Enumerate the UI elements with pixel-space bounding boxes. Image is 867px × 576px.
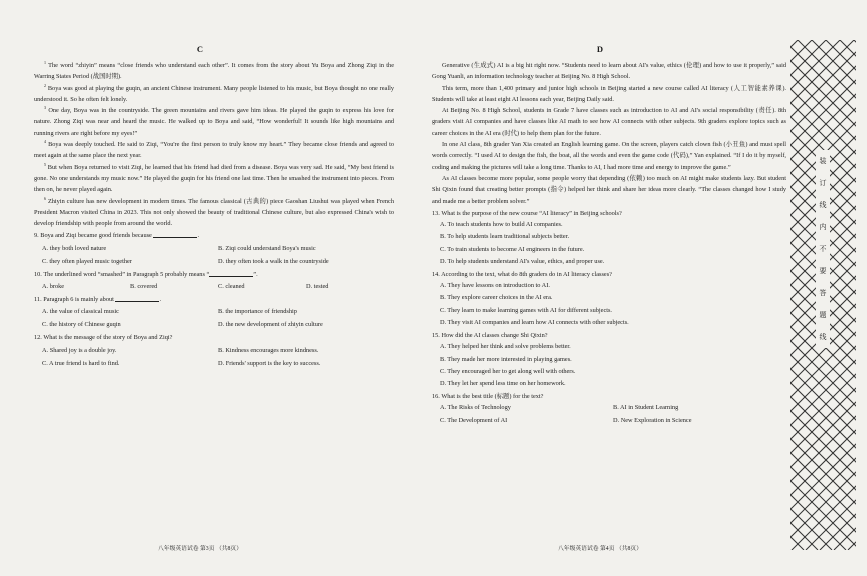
passage-d — [432, 60, 786, 427]
section-heading-d: D — [596, 44, 604, 54]
option: B. They explore career choices in the AI era. — [440, 294, 553, 302]
option: A. The Risks of Technology — [440, 404, 511, 412]
page-footer: 八年级英语试卷 第3页 （共8页） — [157, 546, 243, 552]
option: D. They visit AI companies and learn how AI connects with other subjects. — [440, 318, 629, 326]
option: B. the importance of friendship — [218, 308, 297, 316]
option: D. Friends' support is the key to success. — [218, 359, 321, 367]
paragraph: At Beijing No. 8 High School, students in Grade 7 have classes such as introduction to AI and AI's social responsibility (责任). 8th graders visit AI companies and have classes like AI math to see how AI connects with other subjects. 9th graders explore topics such as career choices in the AI era (时代) to help them plan for the future. — [432, 107, 786, 137]
question-12: 12. What is the message of the story of Boya and Ziqi? A. Shared joy is a double joy. B. Kindness encourages more kindness. C. A true friend is hard to find. D. Friends' support is the key to success. — [34, 332, 394, 369]
page-4 — [414, 0, 786, 576]
option: C. To train students to become AI engineers in the future. — [440, 245, 585, 253]
option: C. the history of Chinese guqin — [42, 321, 121, 329]
option: A. they both loved nature — [42, 244, 107, 252]
answer-blank — [115, 294, 159, 302]
passage-c — [34, 60, 394, 370]
paragraph: In one AI class, 8th grader Yan Xia created an English learning game. On the screen, players catch clown fish (小丑鱼) and must spell words correctly. “I used AI to design the fish, the boat, all the words and even the game code (代码),” Yan explained. “If I do it by myself, coding and making the pictures will take a long time. Thanks to AI, I had more time and energy to improve the game.” — [432, 141, 786, 171]
option: A. broke — [42, 283, 65, 291]
binding-char: 题 — [816, 304, 830, 326]
answer-blank — [153, 230, 197, 238]
option: C. They encouraged her to get along well with others. — [440, 367, 576, 375]
question-9: 9. Boya and Ziqi became good friends because . A. they both loved nature B. Ziqi could understand Boya's music C. they often played music together D. they often took a walk in the countryside — [34, 230, 394, 267]
question-13: 13. What is the purpose of the new course “AI literacy” in Beijing schools? A. To teach students how to build AI companies. B. To help students learn traditional subjects better. C. To train students to become AI engineers in the future. D. To help students understand AI's value, ethics, and proper use. — [432, 208, 786, 268]
option: B. AI in Student Learning — [613, 404, 679, 412]
option: B. Kindness encourages more kindness. — [218, 346, 319, 354]
option: A. To teach students how to build AI companies. — [440, 221, 563, 229]
binding-char: 内 — [816, 216, 830, 238]
option: A. Shared joy is a double joy. — [42, 346, 117, 354]
section-heading-c: C — [196, 44, 204, 54]
option: D. the new development of zhiyin culture — [218, 321, 323, 329]
question-14: 14. According to the text, what do 8th graders do in AI literacy classes? A. They have lessons on introduction to AI. B. They explore career choices in the AI era. C. They learn to make learning games with AI for different subjects. D. They visit AI companies and learn how AI connects with other subjects. — [432, 269, 786, 329]
binding-instructions — [816, 150, 830, 348]
question-15: 15. How did the AI classes change Shi Qixin? A. They helped her think and solve problems better. B. They made her more interested in playing games. C. They encouraged her to get along well with others. D. They let her spend less time on her homework. — [432, 330, 786, 390]
paragraph-4: $^4$ Boya was deeply touched. He said to Ziqi, “You're the first person to truly know my heart.” They became close friends and agreed to meet again at the same place the next year. — [34, 138, 394, 160]
page-footer: 八年级英语试卷 第4页 （共8页） — [557, 546, 643, 552]
option: B. covered — [130, 283, 158, 291]
paragraph-3: $^3$ One day, Boya was in the countryside. The green mountains and rivers gave him ideas. He played the guqin to express his love for nature. Zhong Ziqi was near and heard the music. He walked up to Boya and said, “How wonderful! It sounds like high mountains and running rivers are right before my eyes!” — [34, 105, 394, 137]
question-10: 10. The underlined word “smashed” in Paragraph 5 probably means “ ”. A. broke B. covered C. cleaned D. tested — [34, 269, 394, 293]
binding-char: 装 — [816, 150, 830, 172]
answer-blank — [209, 269, 253, 277]
option: A. They helped her think and solve problems better. — [440, 343, 571, 351]
binding-char: 线 — [816, 194, 830, 216]
option: C. They learn to make learning games with AI for different subjects. — [440, 306, 613, 314]
binding-char: 答 — [816, 282, 830, 304]
option: B. They made her more interested in playing games. — [440, 355, 572, 363]
paragraph: Generative (生成式) AI is a big hit right now. “Students need to learn about AI's value, ethics (伦理) and how to use it properly,” said Gong Yuanli, an information technology teacher at Beijing No. 8 High School. — [432, 62, 786, 81]
option: D. They let her spend less time on her homework. — [440, 379, 566, 387]
option: D. tested — [306, 283, 329, 291]
option: D. they often took a walk in the countryside — [218, 257, 329, 265]
binding-char: 线 — [816, 326, 830, 348]
option: C. cleaned — [218, 283, 245, 291]
option: D. New Exploration in Science — [613, 416, 692, 424]
option: A. the value of classical music — [42, 308, 119, 316]
paragraph-1: $^1$ The word “zhiyin” means “close friends who understand each other”. It comes from the story about Yu Boya and Zhong Ziqi in the Warring States Period (战国时期). — [34, 59, 394, 81]
paragraph-6: $^6$ Zhiyin culture has new development in modern times. The famous classical (古典的) piece Gaoshan Liushui was played when French President Macron visited China in 2023. This not only showed the beauty of traditional Chinese culture, but also expressed China's wish to develop friendship with people from around the world. — [34, 195, 394, 228]
question-16: 16. What is the best title (标题) for the text? A. The Risks of Technology B. AI in Student Learning C. The Development of AI D. New Exploration in Science — [432, 391, 786, 427]
binding-char: 要 — [816, 260, 830, 282]
option: C. The Development of AI — [440, 416, 508, 424]
binding-char: 订 — [816, 172, 830, 194]
paragraph: As AI classes become more popular, some people worry that depending (依赖) too much on AI might make students lazy. But student Shi Qixin found that creating better prompts (指令) helped her think and share her ideas more clearly. “The classes changed how I study and made me a better problem solver.” — [432, 174, 786, 205]
option: A. They have lessons on introduction to AI. — [440, 282, 550, 290]
option: C. they often played music together — [42, 257, 132, 265]
option: C. A true friend is hard to find. — [42, 359, 120, 367]
option: B. To help students learn traditional subjects better. — [440, 233, 570, 241]
paragraph-2: $^2$ Boya was good at playing the guqin, an ancient Chinese instrument. Many people listened to his music, but Boya thought no one really understood it. So he often felt lonely. — [34, 82, 395, 103]
binding-char: 不 — [816, 238, 830, 260]
question-11: 11. Paragraph 6 is mainly about . A. the value of classical music B. the importance of friendship C. the history of Chinese guqin D. the new development of zhiyin culture — [34, 294, 394, 331]
paragraph-5: $^5$ But when Boya returned to visit Ziqi, he learned that his friend had died from a disease. Boya was very sad. He said, “My best friend is gone. No one understands my music now.” He played the guqin for his friend one last time. Then he smashed the instrument into pieces. From then on, he never played again. — [34, 161, 394, 194]
page-3 — [0, 0, 400, 576]
paragraph: This term, more than 1,400 primary and junior high schools in Beijing started a new course called AI literacy (人工智能素养课). Students will take at least eight AI lessons each year, Beijing Daily said. — [432, 84, 786, 103]
option: B. Ziqi could understand Boya's music — [218, 244, 316, 252]
option: D. To help students understand AI's value, ethics, and proper use. — [440, 257, 605, 265]
